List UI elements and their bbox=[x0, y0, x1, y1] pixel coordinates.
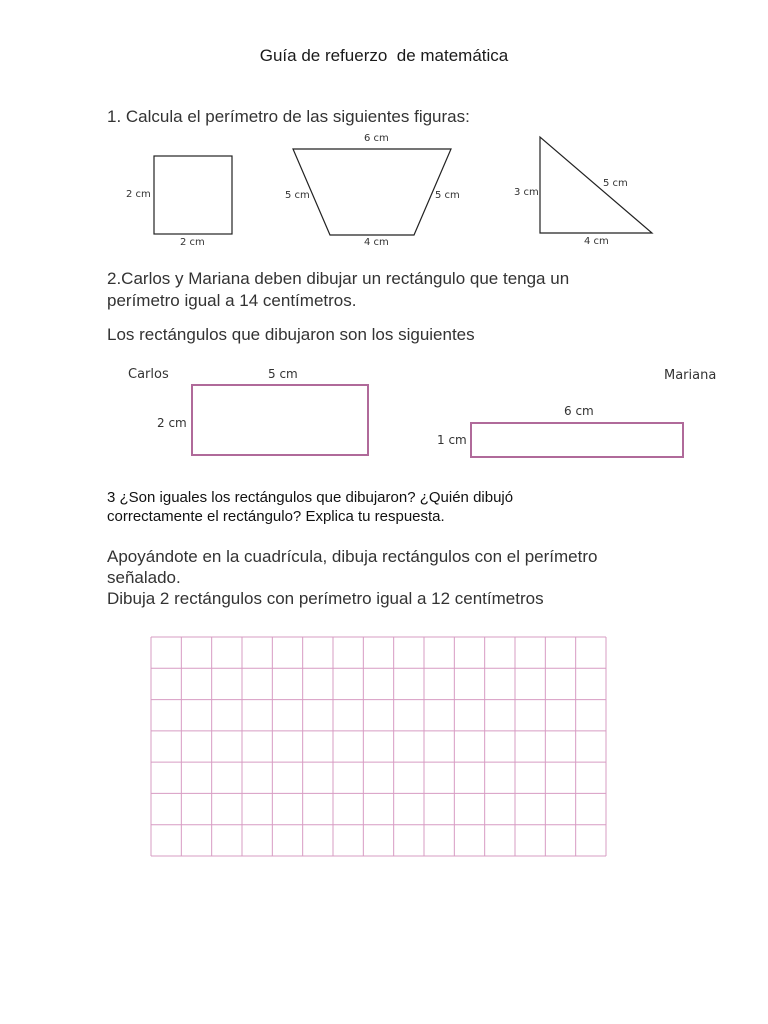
trapezoid-right-label: 5 cm bbox=[435, 190, 460, 201]
mariana-width-label: 6 cm bbox=[564, 404, 594, 418]
question-4-line-3: Dibuja 2 rectángulos con perímetro igual a 12 centímetros bbox=[107, 589, 544, 608]
question-1-text: 1. Calcula el perímetro de las siguientes figuras: bbox=[107, 107, 470, 126]
trapezoid-left-label: 5 cm bbox=[285, 190, 310, 201]
square-bottom-label: 2 cm bbox=[180, 237, 205, 248]
question-4-line-2: señalado. bbox=[107, 568, 181, 587]
carlos-height-label: 2 cm bbox=[157, 416, 187, 430]
question-2-line-3: Los rectángulos que dibujaron son los siguientes bbox=[107, 325, 475, 344]
carlos-name: Carlos bbox=[128, 367, 169, 382]
question-2-line-1: 2.Carlos y Mariana deben dibujar un rectángulo que tenga un bbox=[107, 269, 570, 288]
question-3-line-1: 3 ¿Son iguales los rectángulos que dibujaron? ¿Quién dibujó bbox=[107, 489, 514, 506]
question-3-line-2: correctamente el rectángulo? Explica tu respuesta. bbox=[107, 508, 445, 525]
carlos-width-label: 5 cm bbox=[268, 367, 298, 381]
triangle-bottom-label: 4 cm bbox=[584, 236, 609, 247]
question-4-line-1: Apoyándote en la cuadrícula, dibuja rectángulos con el perímetro bbox=[107, 547, 598, 566]
page-title: Guía de refuerzo de matemática bbox=[259, 46, 509, 65]
triangle-left-label: 3 cm bbox=[514, 187, 539, 198]
trapezoid-bottom-label: 4 cm bbox=[364, 237, 389, 248]
triangle-hyp-label: 5 cm bbox=[603, 178, 628, 189]
square-left-label: 2 cm bbox=[126, 189, 151, 200]
question-2-line-2: perímetro igual a 14 centímetros. bbox=[107, 291, 357, 310]
mariana-name: Mariana bbox=[664, 368, 717, 383]
mariana-height-label: 1 cm bbox=[437, 433, 467, 447]
trapezoid-top-label: 6 cm bbox=[364, 133, 389, 144]
